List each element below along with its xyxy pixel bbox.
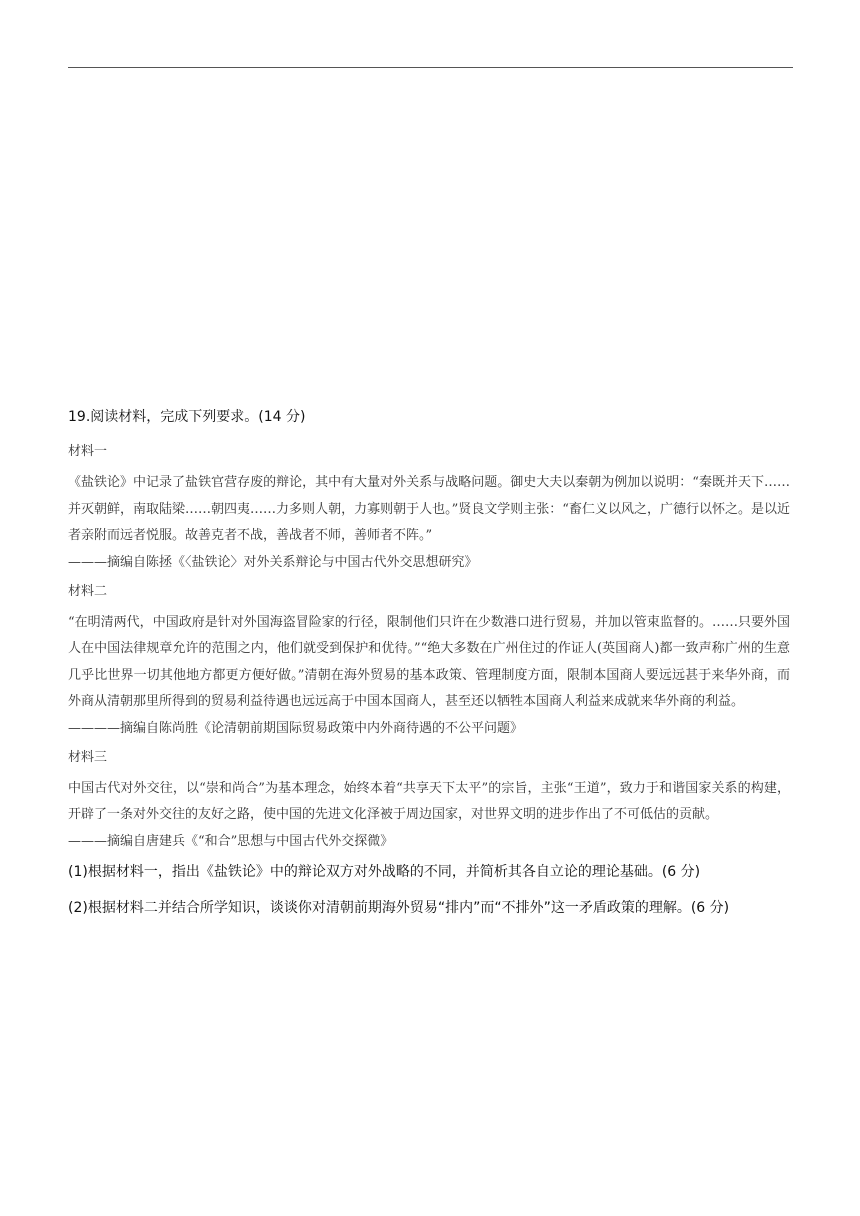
material-source: ———摘编自唐建兵《“和合”思想与中国古代外交探微》	[68, 833, 394, 849]
material-1	[68, 441, 790, 574]
material-label: 材料三	[68, 749, 108, 765]
material-label: 材料二	[68, 583, 108, 599]
material-text: 《盐铁论》中记录了盐铁官营存废的辩论，其中有大量对外关系与战略问题。御史大夫以秦朝为例加以说明：“秦既并天下……并灭朝鲜，南取陆梁……朝四夷……力多则人朝，力寡则朝于人也。”贤良文学则主张：“畜仁义以风之，广德行以怀之。是以近者亲附而远者悦服。故善克者不战，善战者不师，善师者不阵。”	[68, 475, 790, 543]
question-heading: 19.阅读材料，完成下列要求。(14 分)	[68, 409, 306, 425]
sub-question-1: (1)根据材料一，指出《盐铁论》中的辩论双方对外战略的不同，并简析其各自立论的理论基础。(6 分)	[68, 863, 701, 880]
material-text: “在明清两代，中国政府是针对外国海盗冒险家的行径，限制他们只许在少数港口进行贸易，并加以管束监督的。……只要外国人在中国法律规章允许的范围之内，他们就受到保护和优待。”“绝大多数在广州住过的作证人(英国商人)都一致声称广州的生意几乎比世界一切其他地方都更方便好做。”清朝在海外贸易的基本政策、管理制度方面，限制本国商人要远远甚于来华外商，而外商从清朝那里所得到的贸易利益待遇也远远高于中国本国商人，甚至还以牺牲本国商人利益来成就来华外商的利益。	[68, 614, 790, 709]
header-rule	[68, 67, 793, 68]
material-source: ———摘编自陈拯《〈盐铁论〉对外关系辩论与中国古代外交思想研究》	[68, 554, 478, 570]
sub-question-2: (2)根据材料二并结合所学知识，谈谈你对清朝前期海外贸易“排内”而“不排外”这一矛盾政策的理解。(6 分)	[68, 899, 730, 916]
material-source: ————摘编自陈尚胜《论清朝前期国际贸易政策中内外商待遇的不公平问题》	[68, 720, 524, 736]
material-text: 中国古代对外交往，以“崇和尚合”为基本理念，始终本着“共享天下太平”的宗旨，主张“王道”，致力于和谐国家关系的构建，开辟了一条对外交往的友好之路，使中国的先进文化泽被于周边国家，对世界文明的进步作出了不可低估的贡献。	[68, 780, 790, 822]
material-3	[68, 747, 790, 853]
question-block	[68, 405, 790, 932]
material-label: 材料一	[68, 444, 108, 459]
material-2	[68, 581, 790, 740]
